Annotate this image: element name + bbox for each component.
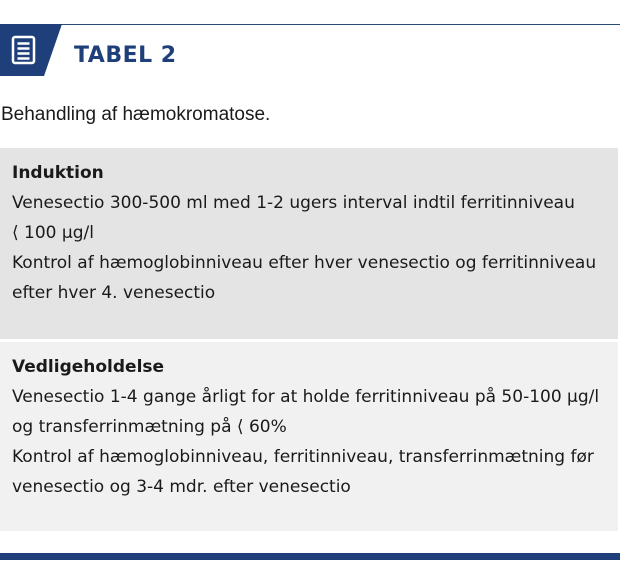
section-title: Vedligeholdelse: [12, 357, 165, 377]
section-line: venesectio og 3-4 mdr. efter venesectio: [12, 477, 351, 497]
document-list-icon: [0, 24, 64, 84]
section-line: efter hver 4. venesectio: [12, 283, 216, 303]
section-line: Kontrol af hæmoglobinniveau, ferritinniveau, transferrinmætning før: [12, 447, 594, 467]
section-line: Kontrol af hæmoglobinniveau efter hver venesectio og ferritinniveau: [12, 253, 597, 273]
table-header: [0, 24, 620, 84]
bottom-rule: [0, 553, 620, 560]
section-induktion: [0, 148, 618, 339]
table-caption: Behandling af hæmokromatose.: [1, 104, 271, 125]
section-line: Venesectio 300-500 ml med 1-2 ugers interval indtil ferritinniveau: [12, 193, 575, 213]
section-vedligeholdelse: [0, 342, 618, 531]
table-title: TABEL 2: [74, 43, 177, 68]
section-title: Induktion: [12, 163, 104, 183]
section-line: og transferrinmætning på ⟨ 60%: [12, 417, 287, 437]
section-line: Venesectio 1-4 gange årligt for at holde ferritinniveau på 50-100 µg/l: [12, 387, 600, 407]
section-line: ⟨ 100 µg/l: [12, 223, 94, 243]
